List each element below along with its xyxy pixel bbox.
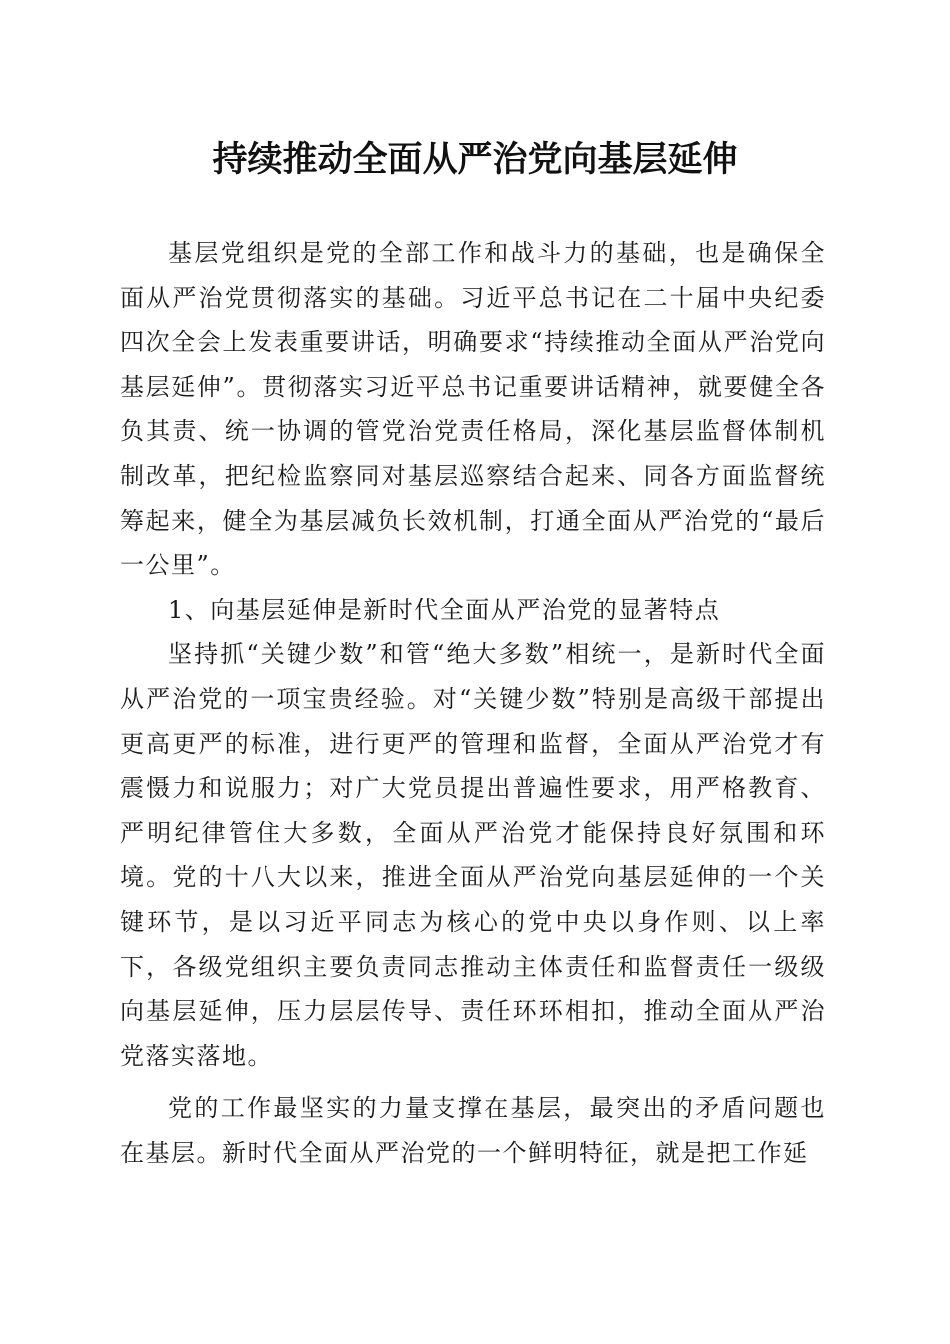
document-body — [120, 231, 826, 1175]
paragraph-intro: 基层党组织是党的全部工作和战斗力的基础，也是确保全面从严治党贯彻落实的基础。习近平总书记在二十届中央纪委四次全会上发表重要讲话，明确要求“持续推动全面从严治党向基层延伸”。贯彻落实习近平总书记重要讲话精神，就要健全各负其责、统一协调的管党治党责任格局，深化基层监督体制机制改革，把纪检监察同对基层巡察结合起来、同各方面监督统筹起来，健全为基层减负长效机制，打通全面从严治党的“最后一公里”。 — [120, 239, 826, 580]
page-title: 持续推动全面从严治党向基层延伸 — [212, 139, 738, 180]
paragraph-section-1: 坚持抓“关键少数”和管“绝大多数”相统一，是新时代全面从严治党的一项宝贵经验。对“关键少数”特别是高级干部提出更高更严的标准，进行更严的管理和监督，全面从严治党才有震慑力和说服力；对广大党员提出普遍性要求，用严格教育、严明纪律管住大多数，全面从严治党才能保持良好氛围和环境。党的十八大以来，推进全面从严治党向基层延伸的一个关键环节，是以习近平同志为核心的党中央以身作则、以上率下，各级党组织主要负责同志推动主体责任和监督责任一级级向基层延伸，压力层层传导、责任环环相扣，推动全面从严治党落实落地。 — [120, 640, 826, 1070]
section-heading-1: 1、向基层延伸是新时代全面从严治党的显著特点 — [168, 595, 721, 624]
paragraph-section-1b: 党的工作最坚实的力量支撑在基层，最突出的矛盾问题也在基层。新时代全面从严治党的一个鲜明特征，就是把工作延 — [120, 1094, 826, 1167]
